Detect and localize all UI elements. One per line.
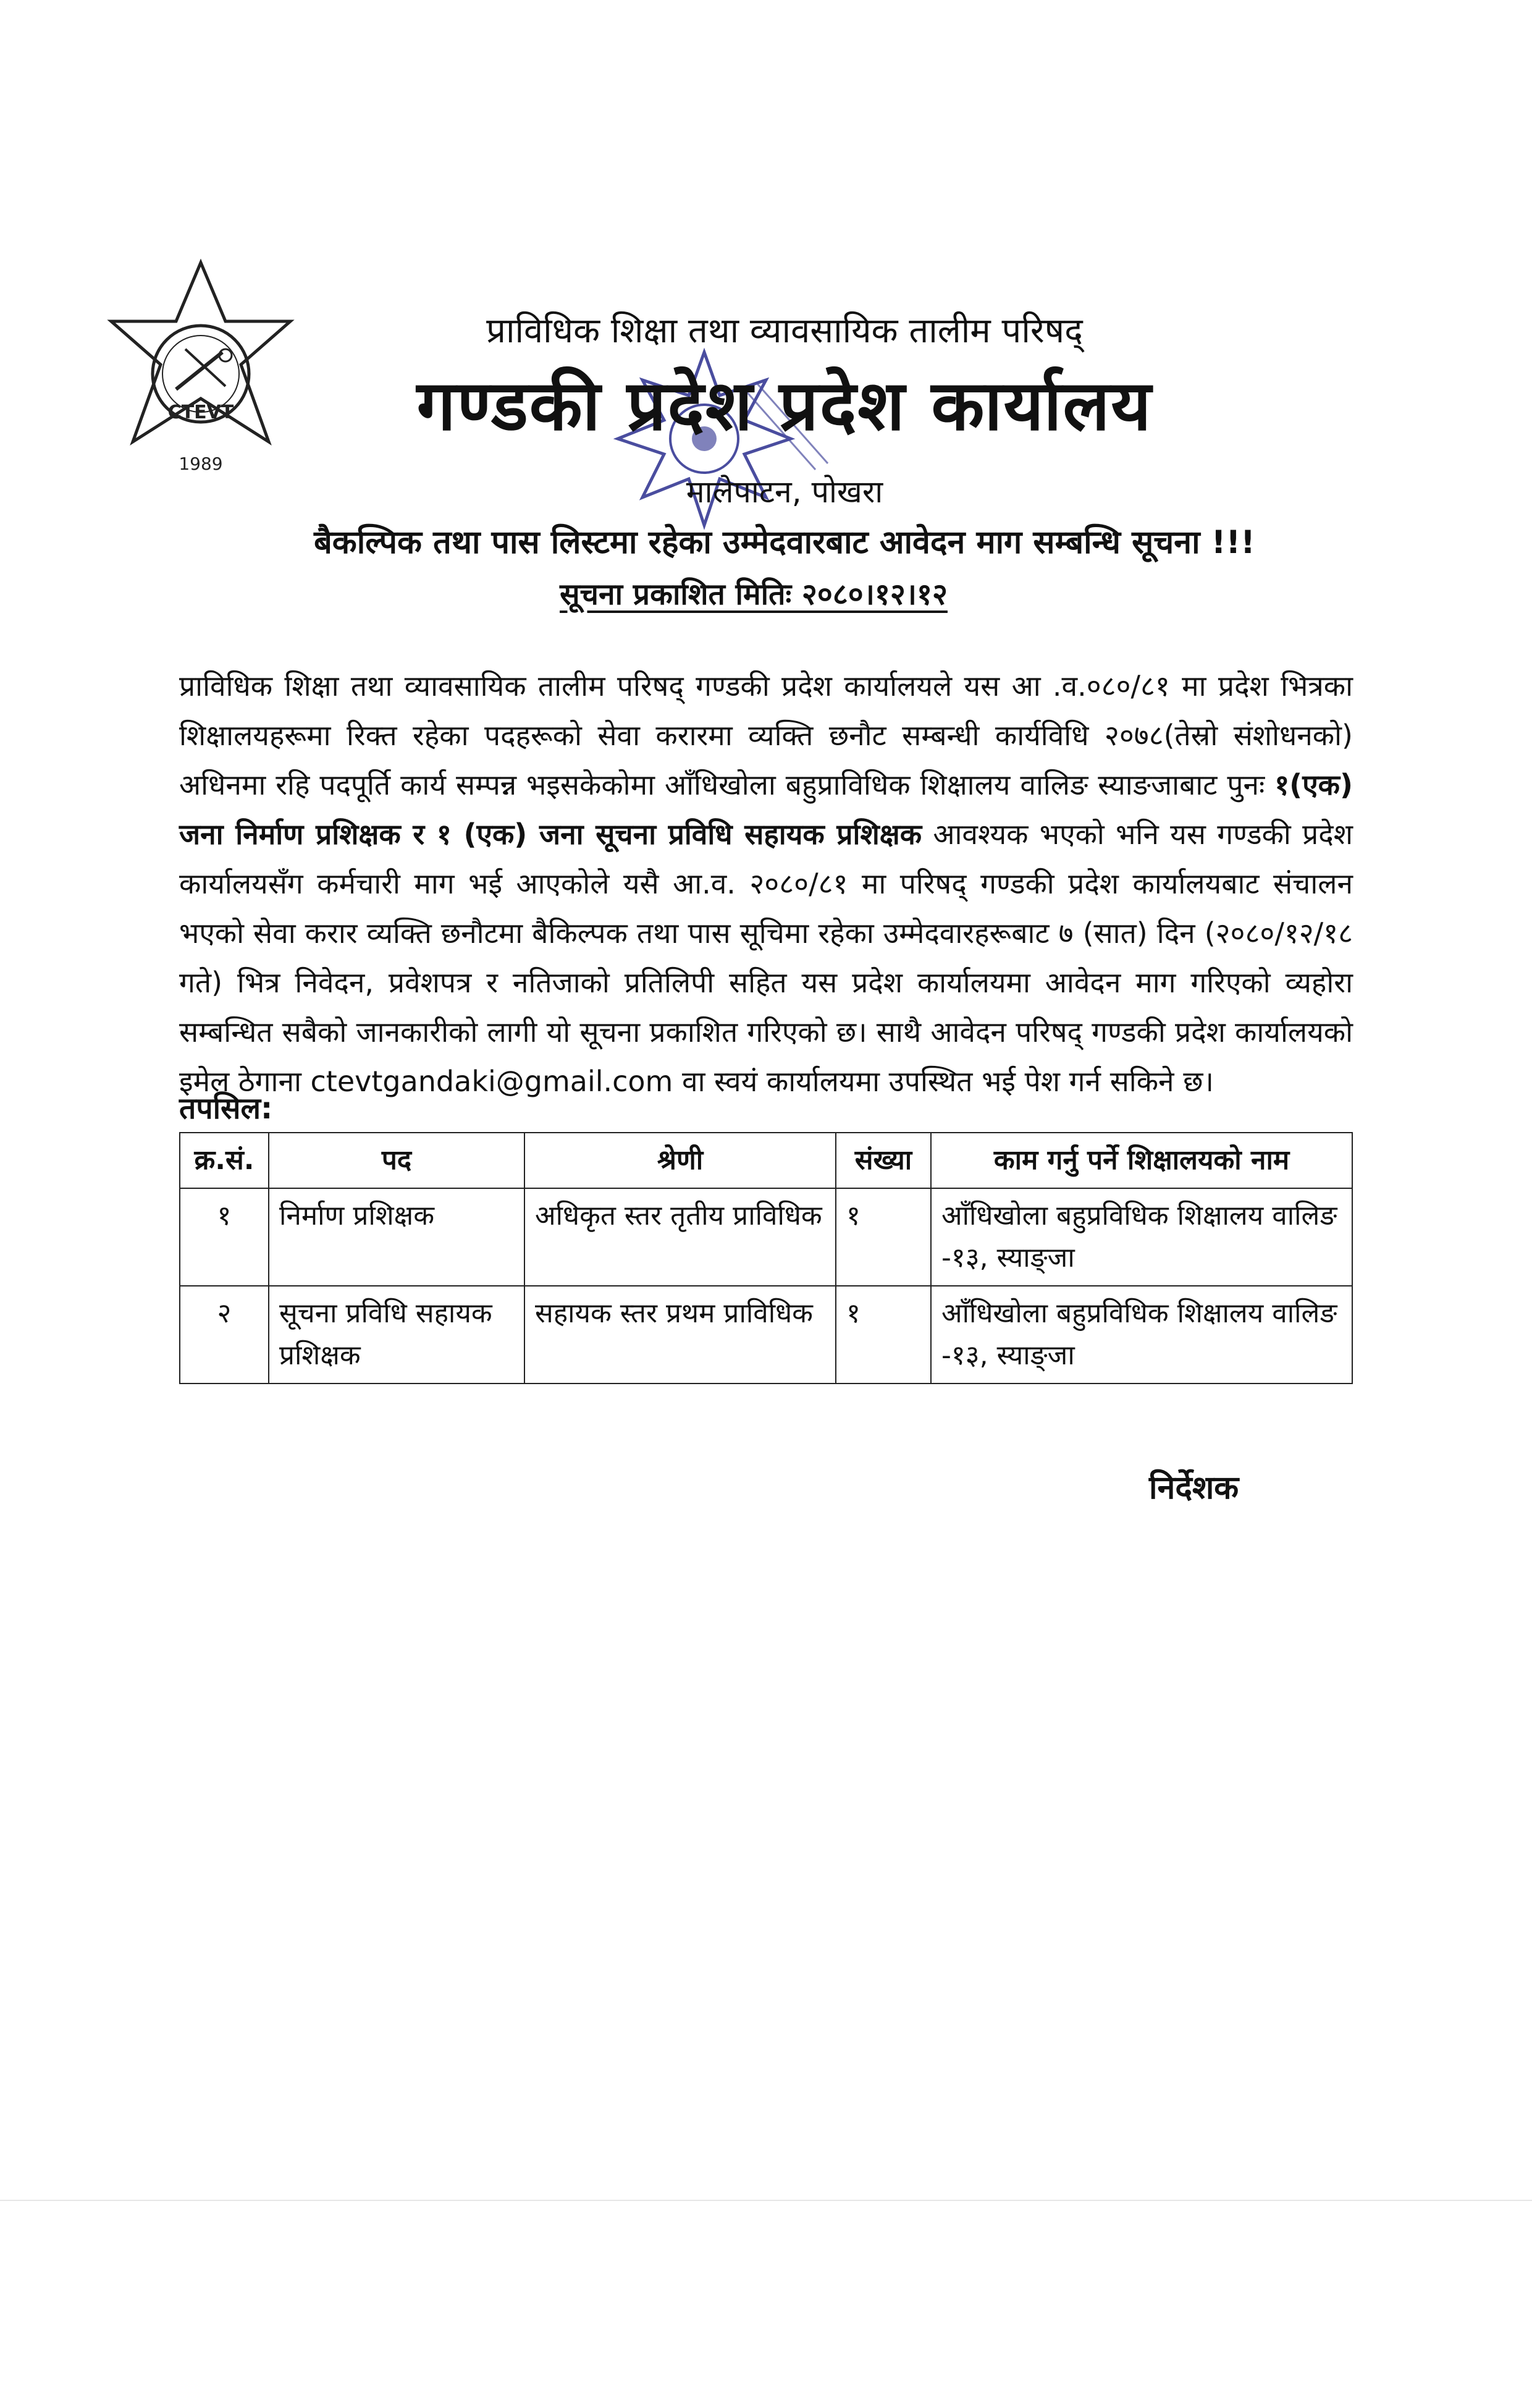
header-post: पद — [269, 1133, 524, 1188]
council-name: प्राविधिक शिक्षा तथा व्यावसायिक तालीम परिषद् — [486, 311, 1083, 351]
notice-title: बैकल्पिक तथा पास लिस्टमा रहेका उम्मेदवारबाट आवेदन माग सम्बन्धि सूचना !!! — [314, 524, 1255, 561]
office-location: मालेपाटन, पोखरा — [686, 474, 883, 510]
header-level: श्रेणी — [524, 1133, 836, 1188]
cell-count: १ — [836, 1286, 931, 1384]
cell-level: अधिकृत स्तर तृतीय प्राविधिक — [524, 1188, 836, 1286]
table-header-row — [180, 1133, 1352, 1188]
ctevt-logo — [99, 256, 303, 504]
vacancy-table — [179, 1132, 1353, 1384]
table-row — [180, 1188, 1352, 1286]
notice-date-text: सूचना प्रकाशित मितिः २०८०।१२।१२ — [560, 577, 948, 612]
cell-school: आँधिखोला बहुप्रविधिक शिक्षालय वालिङ -१३, स्याङ्जा — [931, 1286, 1352, 1384]
logo-caption: CTEVT — [167, 402, 234, 423]
body-bold-posts: १(एक) जना निर्माण प्रशिक्षक र १ (एक) जना सूचना प्रविधि सहायक प्रशिक्षक — [179, 768, 1353, 851]
cell-level: सहायक स्तर प्रथम प्राविधिक — [524, 1286, 836, 1384]
details-label: तपसिल: — [179, 1091, 273, 1126]
page-bottom-rule — [0, 2200, 1532, 2201]
body-part-1: प्राविधिक शिक्षा तथा व्यावसायिक तालीम परिषद् गण्डकी प्रदेश कार्यालयले यस आ .व.०८०/८१ मा प्रदेश भित्रका शिक्षालयहरूमा रिक्त रहेका पदहरूको सेवा करारमा व्यक्ति छनौट सम्बन्धी कार्यविधि २०७८(तेस्रो संशोधनको) अधिनमा रहि पदपूर्ति कार्य सम्पन्न भइसकेकोमा आँधिखोला बहुप्राविधिक शिक्षालय वालिङ स्याङजाबाट पुनः — [179, 669, 1353, 801]
logo-year: 1989 — [179, 454, 223, 474]
cell-post: निर्माण प्रशिक्षक — [269, 1188, 524, 1286]
signature-title: निर्देशक — [1149, 1469, 1239, 1506]
cell-serial: २ — [180, 1286, 269, 1384]
header-school: काम गर्नु पर्ने शिक्षालयको नाम — [931, 1133, 1352, 1188]
cell-count: १ — [836, 1188, 931, 1286]
notice-body — [179, 661, 1353, 1106]
header-count: संख्या — [836, 1133, 931, 1188]
table-row — [180, 1286, 1352, 1384]
cell-serial: १ — [180, 1188, 269, 1286]
body-part-2: आवश्यक भएको भनि यस गण्डकी प्रदेश कार्यालयसँग कर्मचारी माग भई आएकोले यसै आ.व. २०८०/८१ मा परिषद् गण्डकी प्रदेश कार्यालयबाट संचालन भएको सेवा करार व्यक्ति छनौटमा बैकिल्पक तथा पास सूचिमा रहेका उम्मेदवारहरूबाट ७ (सात) दिन (२०८०/१२/१८ गते) भित्र निवेदन, प्रवेशपत्र र नतिजाको प्रतिलिपी सहित यस प्रदेश कार्यालयमा आवेदन माग गरिएको व्यहोरा सम्बन्धित सबैको जानकारीको लागी यो सूचना प्रकाशित गरिएको छ। साथै आवेदन परिषद् गण्डकी प्रदेश कार्यालयको इमेल ठेगाना ctevtgandaki@gmail.com वा स्वयं कार्यालयमा उपस्थित भई पेश गर्न सकिने छ। — [179, 817, 1353, 1098]
office-name: गण्डकी प्रदेश प्रदेश कार्यालय — [416, 366, 1153, 446]
cell-post: सूचना प्रविधि सहायक प्रशिक्षक — [269, 1286, 524, 1384]
header-serial: क्र.सं. — [180, 1133, 269, 1188]
notice-date — [531, 573, 976, 614]
cell-school: आँधिखोला बहुप्रविधिक शिक्षालय वालिङ -१३, स्याङ्जा — [931, 1188, 1352, 1286]
